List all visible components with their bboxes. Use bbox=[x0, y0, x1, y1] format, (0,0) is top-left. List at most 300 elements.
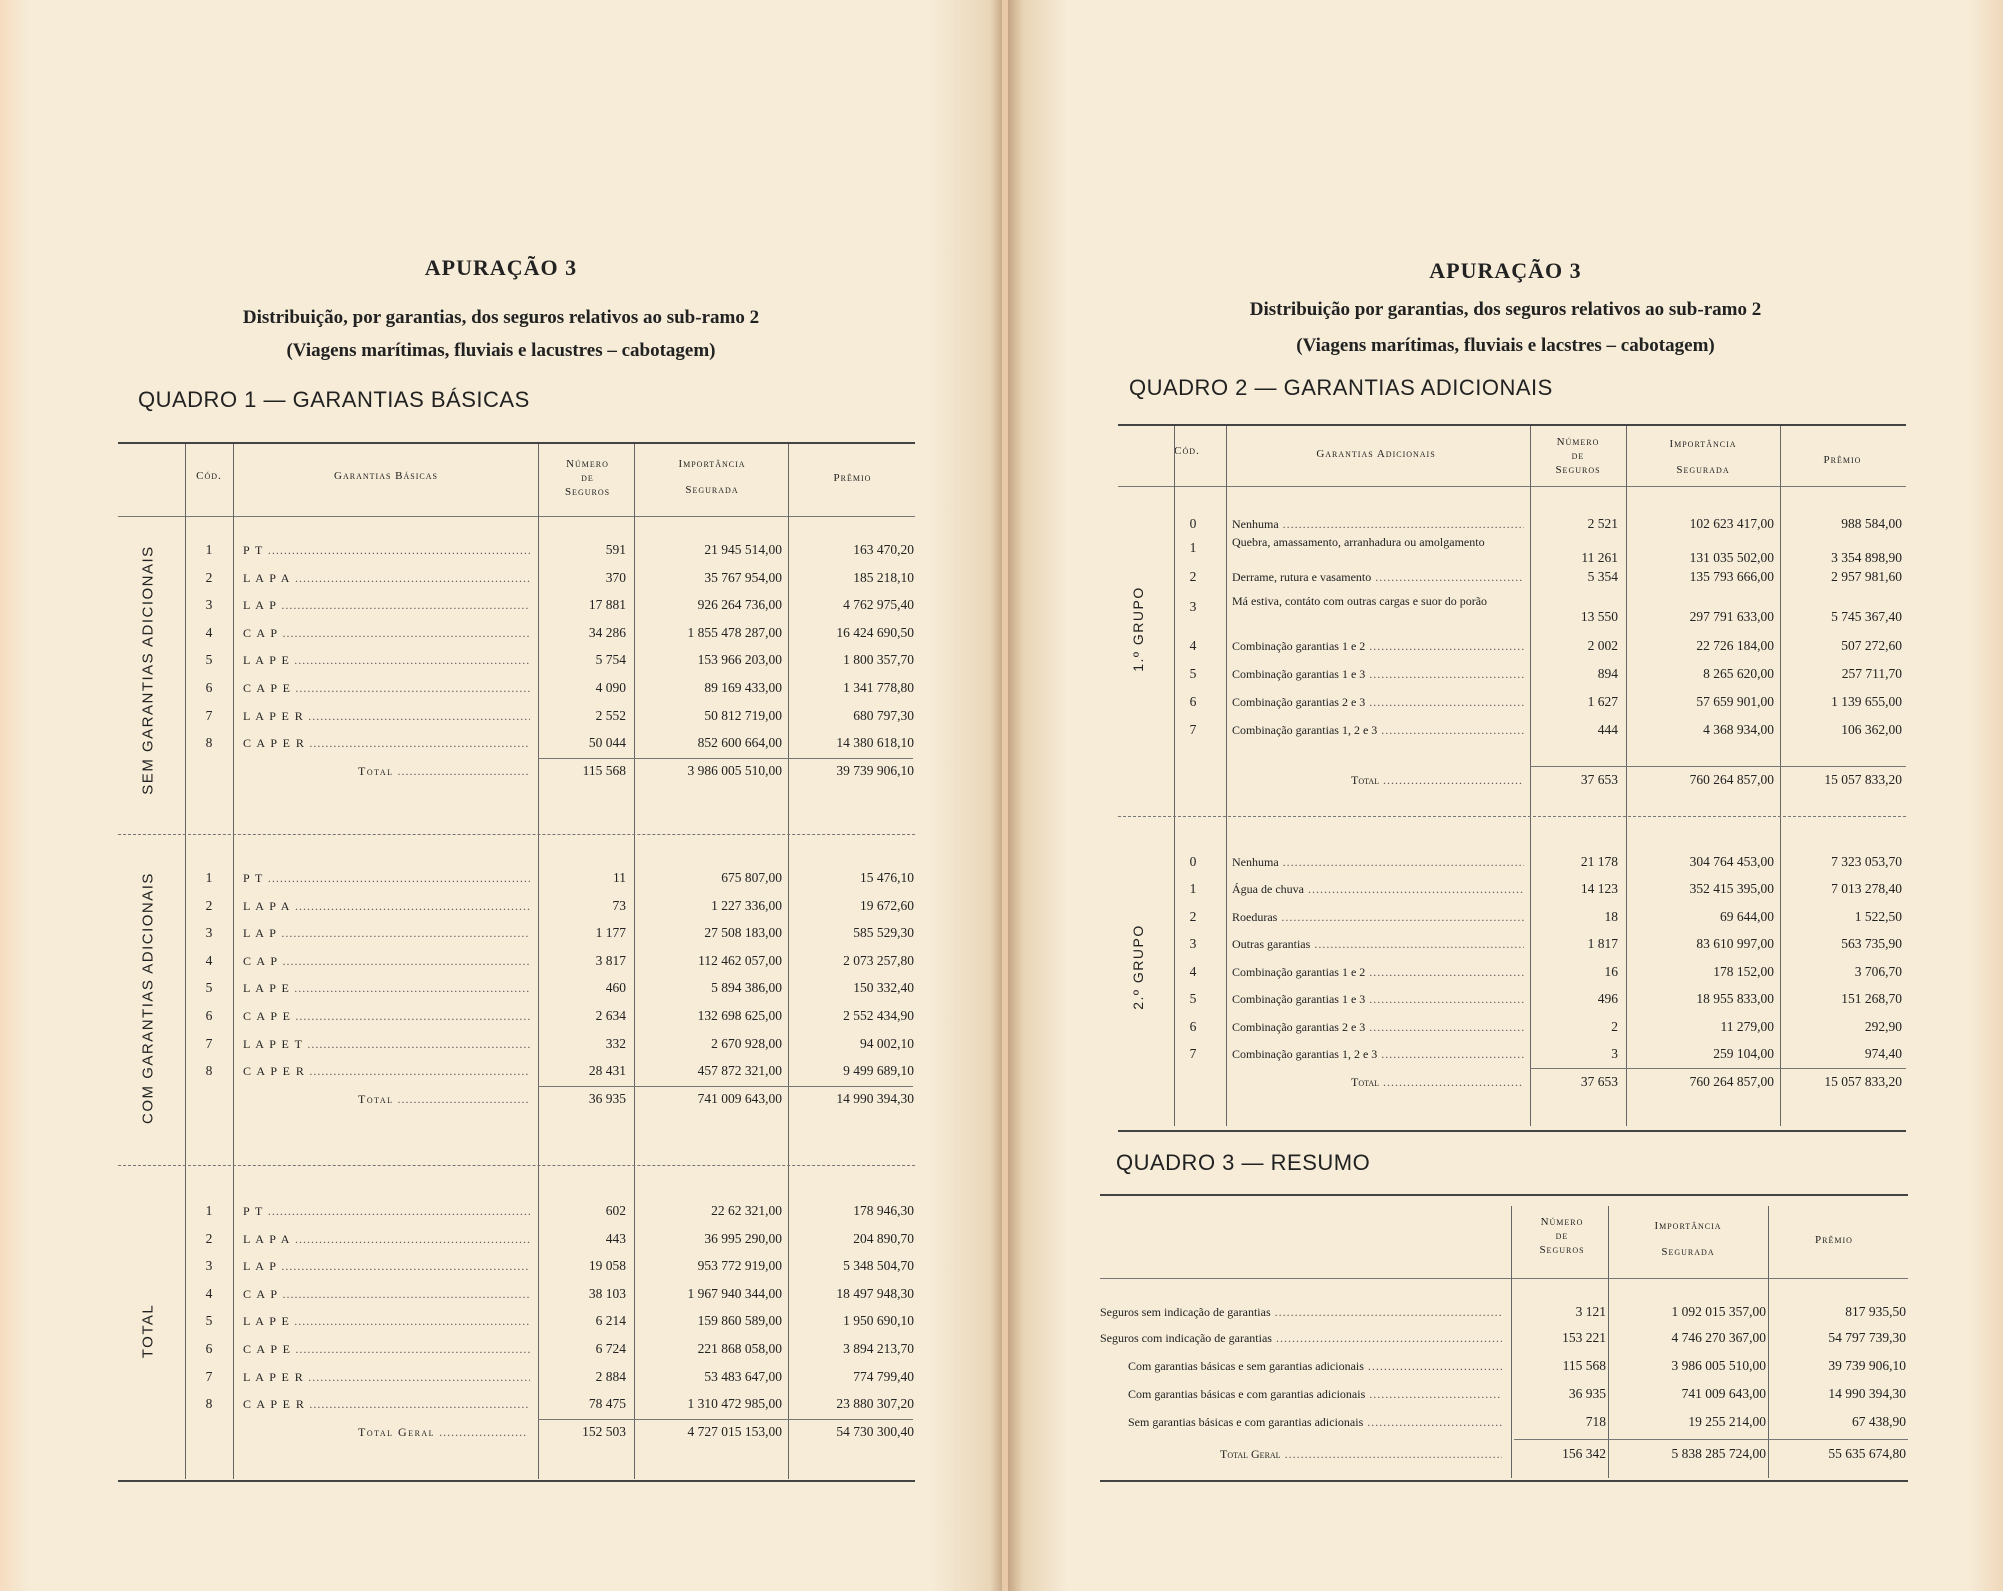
row-importancia: 21 945 514,00 bbox=[704, 542, 782, 557]
row-cod: 8 bbox=[205, 1063, 213, 1079]
row-garantia: C A P ..... bbox=[243, 951, 530, 971]
table-top-rule bbox=[1118, 424, 1906, 426]
row-premio: 3 354 898,90 bbox=[1831, 550, 1902, 565]
row-cod: 3 bbox=[205, 597, 213, 613]
row-numero: 2 002 bbox=[1587, 638, 1618, 653]
resumo-total-label: Total Geral ..... bbox=[1220, 1444, 1502, 1464]
row-garantia: C A P E ..... bbox=[243, 1339, 530, 1359]
header-cod: Cód. bbox=[196, 470, 222, 482]
row-premio: 988 584,00 bbox=[1841, 516, 1902, 531]
row-cod: 7 bbox=[205, 1368, 213, 1384]
row-cod: 4 bbox=[1189, 964, 1197, 979]
row-garantia: L A P E R ..... bbox=[243, 1367, 530, 1387]
row-cod: 7 bbox=[1189, 722, 1197, 737]
row-cod: 5 bbox=[205, 1313, 213, 1329]
row-importancia: 8 265 620,00 bbox=[1703, 666, 1774, 681]
row-premio: 9 499 689,10 bbox=[843, 1063, 914, 1079]
row-garantia: Outras garantias ..... bbox=[1232, 934, 1524, 954]
row-importancia: 83 610 997,00 bbox=[1696, 936, 1774, 951]
row-cod: 7 bbox=[205, 707, 213, 723]
row-importancia: 259 104,00 bbox=[1713, 1046, 1774, 1061]
row-cod: 1 bbox=[205, 870, 213, 885]
table-bottom-rule bbox=[1118, 1130, 1906, 1132]
row-cod: 4 bbox=[205, 624, 213, 640]
header-numero-l3: Seguros bbox=[564, 486, 611, 498]
row-cod: 0 bbox=[1189, 516, 1197, 531]
row-numero: 78 475 bbox=[588, 1396, 626, 1412]
total-importancia: 4 727 015 153,00 bbox=[687, 1423, 782, 1439]
resumo-header-importancia-l1: Importância bbox=[1654, 1220, 1722, 1232]
total-premio: 15 057 833,20 bbox=[1824, 772, 1902, 787]
row-cod: 8 bbox=[205, 1396, 213, 1412]
quadro-1-title: QUADRO 1 — GARANTIAS BÁSICAS bbox=[138, 387, 530, 412]
right-page bbox=[1008, 0, 2003, 1591]
row-garantia: Combinação garantias 1 e 3 ..... bbox=[1232, 664, 1524, 684]
resumo-total-numero: 156 342 bbox=[1562, 1446, 1606, 1461]
row-numero: 6 724 bbox=[595, 1341, 626, 1356]
header-importancia bbox=[1628, 436, 1778, 479]
row-cod: 5 bbox=[205, 980, 213, 996]
row-garantia: L A P E T ..... bbox=[243, 1034, 530, 1054]
resumo-importancia: 741 009 643,00 bbox=[1681, 1386, 1766, 1401]
subtotal-rule bbox=[1530, 766, 1906, 767]
row-importancia: 89 169 433,00 bbox=[704, 680, 782, 695]
resumo-header-importancia-l2: Segurada bbox=[1661, 1246, 1715, 1258]
row-premio: 292,90 bbox=[1864, 1019, 1902, 1034]
row-garantia: L A P E R ..... bbox=[243, 706, 530, 726]
resumo-premio: 67 438,90 bbox=[1852, 1414, 1906, 1429]
row-premio: 14 380 618,10 bbox=[836, 735, 914, 751]
header-premio: Prêmio bbox=[833, 472, 872, 484]
row-numero: 443 bbox=[605, 1230, 626, 1246]
row-numero: 894 bbox=[1597, 666, 1618, 681]
row-cod: 5 bbox=[205, 652, 213, 668]
total-importancia: 3 986 005 510,00 bbox=[687, 762, 782, 778]
header-garantias: Garantias Básicas bbox=[334, 470, 438, 482]
row-importancia: 36 995 290,00 bbox=[704, 1230, 782, 1246]
row-numero: 496 bbox=[1597, 991, 1618, 1006]
row-garantia: Quebra, amassamento, arranhadura ou amolgamento bbox=[1232, 536, 1485, 549]
row-garantia: C A P E R ..... bbox=[243, 1061, 530, 1081]
resumo-header-numero bbox=[1516, 1214, 1608, 1259]
total-importancia: 760 264 857,00 bbox=[1689, 772, 1774, 787]
page-subtitle-2: (Viagens marítimas, fluviais e lacstres – cabotagem) bbox=[1296, 335, 1715, 356]
row-importancia: 53 483 647,00 bbox=[704, 1368, 782, 1384]
row-numero: 370 bbox=[605, 569, 626, 585]
row-importancia: 102 623 417,00 bbox=[1689, 516, 1774, 531]
row-garantia: Roeduras ..... bbox=[1232, 907, 1524, 927]
row-cod: 3 bbox=[205, 925, 213, 941]
row-importancia: 852 600 664,00 bbox=[697, 735, 782, 751]
group-label: 2.º GRUPO bbox=[1130, 924, 1146, 1010]
column-rule-1 bbox=[233, 444, 234, 1479]
table-bottom-rule bbox=[118, 1480, 915, 1482]
row-garantia: Derrame, rutura e vasamento ..... bbox=[1232, 567, 1524, 587]
row-premio: 2 552 434,90 bbox=[843, 1008, 914, 1023]
row-numero: 4 090 bbox=[595, 680, 626, 695]
row-numero: 1 177 bbox=[595, 925, 626, 941]
row-premio: 680 797,30 bbox=[853, 707, 914, 723]
header-importancia-l2: Segurada bbox=[685, 484, 739, 496]
row-importancia: 112 462 057,00 bbox=[698, 952, 782, 968]
resumo-label: Seguros sem indicação de garantias ..... bbox=[1100, 1302, 1502, 1322]
row-importancia: 132 698 625,00 bbox=[697, 1008, 782, 1023]
row-importancia: 1 967 940 344,00 bbox=[687, 1285, 782, 1301]
header-rule bbox=[118, 516, 915, 517]
row-premio: 774 799,40 bbox=[853, 1368, 914, 1384]
table-top-rule bbox=[118, 442, 915, 444]
row-importancia: 4 368 934,00 bbox=[1703, 722, 1774, 737]
row-cod: 8 bbox=[205, 735, 213, 751]
row-importancia: 18 955 833,00 bbox=[1696, 991, 1774, 1006]
row-numero: 21 178 bbox=[1580, 854, 1618, 869]
row-cod: 2 bbox=[205, 897, 213, 913]
row-premio: 185 218,10 bbox=[853, 569, 914, 585]
row-premio: 150 332,40 bbox=[853, 980, 914, 996]
row-importancia: 221 868 058,00 bbox=[697, 1341, 782, 1356]
row-premio: 94 002,10 bbox=[860, 1035, 914, 1051]
row-importancia: 1 227 336,00 bbox=[711, 897, 782, 913]
row-cod: 1 bbox=[1189, 881, 1197, 896]
group-label: SEM GARANTIAS ADICIONAIS bbox=[138, 545, 156, 796]
page-title: APURAÇÃO 3 bbox=[1429, 258, 1582, 283]
resumo-premio: 54 797 739,30 bbox=[1828, 1330, 1906, 1345]
header-numero-l1: Número bbox=[566, 458, 609, 470]
row-premio: 257 711,70 bbox=[1841, 666, 1902, 681]
total-importancia: 741 009 643,00 bbox=[697, 1090, 782, 1106]
row-numero: 444 bbox=[1597, 722, 1618, 737]
row-premio: 5 745 367,40 bbox=[1831, 609, 1902, 624]
resumo-header-numero-l1: Número bbox=[1540, 1216, 1584, 1228]
row-cod: 2 bbox=[1189, 909, 1197, 924]
row-premio: 585 529,30 bbox=[853, 925, 914, 941]
row-premio: 163 470,20 bbox=[853, 542, 914, 557]
row-cod: 6 bbox=[1189, 1019, 1197, 1034]
row-numero: 1 627 bbox=[1587, 694, 1618, 709]
row-garantia: Combinação garantias 2 e 3 ..... bbox=[1232, 1017, 1524, 1037]
header-premio: Prêmio bbox=[1823, 454, 1862, 466]
row-garantia: L A P A ..... bbox=[243, 896, 530, 916]
row-cod: 4 bbox=[205, 952, 213, 968]
group-label: COM GARANTIAS ADICIONAIS bbox=[138, 872, 156, 1125]
header-rule bbox=[1118, 486, 1906, 487]
row-numero: 2 bbox=[1611, 1019, 1618, 1034]
row-premio: 3 706,70 bbox=[1854, 964, 1902, 979]
row-cod: 4 bbox=[1189, 638, 1197, 653]
row-importancia: 926 264 736,00 bbox=[697, 597, 782, 613]
row-garantia: P T ..... bbox=[243, 868, 530, 888]
row-premio: 178 946,30 bbox=[853, 1203, 914, 1218]
resumo-top-rule bbox=[1100, 1194, 1908, 1196]
resumo-total-premio: 55 635 674,80 bbox=[1828, 1446, 1906, 1461]
row-premio: 2 073 257,80 bbox=[843, 952, 914, 968]
row-importancia: 69 644,00 bbox=[1720, 909, 1774, 924]
row-garantia: Combinação garantias 1 e 2 ..... bbox=[1232, 636, 1524, 656]
row-numero: 38 103 bbox=[588, 1285, 626, 1301]
group-label: 1.º GRUPO bbox=[1130, 586, 1146, 672]
page-title: APURAÇÃO 3 bbox=[424, 255, 578, 280]
group-separator-0 bbox=[118, 834, 915, 835]
row-numero: 591 bbox=[605, 542, 626, 557]
row-cod: 4 bbox=[205, 1285, 213, 1301]
row-numero: 3 bbox=[1611, 1046, 1618, 1061]
row-premio: 18 497 948,30 bbox=[836, 1285, 914, 1301]
row-garantia: C A P ..... bbox=[243, 623, 530, 643]
header-garantias: Garantias Adicionais bbox=[1316, 448, 1436, 460]
row-importancia: 297 791 633,00 bbox=[1689, 609, 1774, 624]
row-numero: 13 550 bbox=[1580, 609, 1618, 624]
header-numero-l3: Seguros bbox=[1555, 464, 1601, 476]
page-subtitle-2: (Viagens marítimas, fluviais e lacustres – cabotagem) bbox=[286, 340, 716, 361]
row-importancia: 131 035 502,00 bbox=[1689, 550, 1774, 565]
header-numero-l1: Número bbox=[1556, 436, 1600, 448]
row-cod: 5 bbox=[1189, 991, 1197, 1006]
row-premio: 507 272,60 bbox=[1841, 638, 1902, 653]
row-numero: 28 431 bbox=[588, 1063, 626, 1079]
row-importancia: 675 807,00 bbox=[721, 870, 782, 885]
row-garantia: Nenhuma ..... bbox=[1232, 852, 1524, 872]
row-premio: 4 762 975,40 bbox=[843, 597, 914, 613]
resumo-importancia: 19 255 214,00 bbox=[1688, 1414, 1766, 1429]
row-numero: 2 552 bbox=[595, 707, 626, 723]
group-separator bbox=[1118, 816, 1906, 817]
group-separator-1 bbox=[118, 1165, 915, 1166]
row-importancia: 11 279,00 bbox=[1720, 1019, 1774, 1034]
subtotal-rule bbox=[538, 1086, 913, 1087]
row-garantia: L A P E ..... bbox=[243, 978, 530, 998]
row-numero: 5 354 bbox=[1587, 569, 1618, 584]
row-premio: 151 268,70 bbox=[1841, 991, 1902, 1006]
row-garantia: C A P E R ..... bbox=[243, 733, 530, 753]
row-numero: 1 817 bbox=[1587, 936, 1618, 951]
row-importancia: 22 62 321,00 bbox=[711, 1203, 782, 1218]
resumo-header-rule bbox=[1100, 1278, 1908, 1279]
row-garantia: Má estiva, contáto com outras cargas e suor do porão bbox=[1232, 595, 1488, 608]
header-numero-l2: de bbox=[1571, 450, 1585, 462]
resumo-importancia: 4 746 270 367,00 bbox=[1671, 1330, 1766, 1345]
row-numero: 460 bbox=[605, 980, 626, 996]
row-garantia: L A P ..... bbox=[243, 923, 530, 943]
row-premio: 5 348 504,70 bbox=[843, 1258, 914, 1274]
resumo-importancia: 3 986 005 510,00 bbox=[1671, 1358, 1766, 1373]
row-garantia: C A P E ..... bbox=[243, 678, 530, 698]
row-premio: 7 323 053,70 bbox=[1831, 854, 1902, 869]
header-importancia bbox=[636, 456, 788, 499]
row-garantia: L A P A ..... bbox=[243, 1229, 530, 1249]
row-importancia: 153 966 203,00 bbox=[697, 652, 782, 668]
resumo-column-rule-2 bbox=[1768, 1206, 1769, 1478]
row-cod: 7 bbox=[1189, 1046, 1197, 1061]
resumo-premio: 14 990 394,30 bbox=[1828, 1386, 1906, 1401]
resumo-importancia: 1 092 015 357,00 bbox=[1671, 1304, 1766, 1319]
total-premio: 54 730 300,40 bbox=[836, 1423, 914, 1439]
total-label: Total ..... bbox=[358, 1089, 528, 1109]
subtotal-rule bbox=[538, 1419, 913, 1420]
row-numero: 602 bbox=[605, 1203, 626, 1218]
row-premio: 204 890,70 bbox=[853, 1230, 914, 1246]
row-numero: 16 bbox=[1604, 964, 1618, 979]
row-numero: 2 884 bbox=[595, 1368, 626, 1384]
resumo-header-numero-l3: Seguros bbox=[1539, 1244, 1585, 1256]
row-importancia: 5 894 386,00 bbox=[711, 980, 782, 996]
row-numero: 17 881 bbox=[588, 597, 626, 613]
total-importancia: 760 264 857,00 bbox=[1689, 1074, 1774, 1089]
row-numero: 11 261 bbox=[1581, 550, 1618, 565]
header-cod: Cód. bbox=[1174, 445, 1200, 457]
resumo-header-importancia bbox=[1613, 1218, 1763, 1261]
row-garantia: Nenhuma ..... bbox=[1232, 514, 1524, 534]
resumo-label: Com garantias básicas e sem garantias adicionais ..... bbox=[1128, 1356, 1502, 1376]
row-cod: 1 bbox=[1189, 540, 1197, 555]
row-garantia: L A P ..... bbox=[243, 595, 530, 615]
row-garantia: P T ..... bbox=[243, 540, 530, 560]
row-importancia: 35 767 954,00 bbox=[704, 569, 782, 585]
resumo-total-importancia: 5 838 285 724,00 bbox=[1671, 1446, 1766, 1461]
resumo-header-premio: Prêmio bbox=[1815, 1234, 1853, 1246]
row-cod: 5 bbox=[1189, 666, 1197, 681]
row-cod: 6 bbox=[1189, 694, 1197, 709]
total-label: Total ..... bbox=[1351, 1072, 1523, 1092]
row-importancia: 27 508 183,00 bbox=[704, 925, 782, 941]
row-premio: 106 362,00 bbox=[1841, 722, 1902, 737]
row-numero: 19 058 bbox=[588, 1258, 626, 1274]
total-numero: 115 568 bbox=[582, 762, 626, 778]
row-importancia: 457 872 321,00 bbox=[697, 1063, 782, 1079]
resumo-numero: 718 bbox=[1585, 1414, 1606, 1429]
row-cod: 7 bbox=[205, 1035, 213, 1051]
resumo-bottom-rule bbox=[1100, 1480, 1908, 1482]
row-importancia: 953 772 919,00 bbox=[697, 1258, 782, 1274]
row-importancia: 1 310 472 985,00 bbox=[687, 1396, 782, 1412]
row-numero: 18 bbox=[1604, 909, 1618, 924]
row-numero: 6 214 bbox=[595, 1313, 626, 1329]
total-premio: 15 057 833,20 bbox=[1824, 1074, 1902, 1089]
total-numero: 37 653 bbox=[1580, 1074, 1618, 1089]
resumo-label: Sem garantias básicas e com garantias adicionais ..... bbox=[1128, 1412, 1502, 1432]
resumo-label: Com garantias básicas e com garantias adicionais ..... bbox=[1128, 1384, 1502, 1404]
header-numero bbox=[1532, 434, 1624, 479]
row-cod: 3 bbox=[1189, 936, 1197, 951]
row-numero: 73 bbox=[612, 897, 626, 913]
row-cod: 0 bbox=[1189, 854, 1197, 869]
column-rule-4 bbox=[1780, 426, 1781, 1126]
resumo-numero: 36 935 bbox=[1568, 1386, 1606, 1401]
row-garantia: P T ..... bbox=[243, 1201, 530, 1221]
row-importancia: 22 726 184,00 bbox=[1696, 638, 1774, 653]
row-premio: 7 013 278,40 bbox=[1831, 881, 1902, 896]
group-label: TOTAL bbox=[138, 1304, 156, 1359]
row-premio: 974,40 bbox=[1864, 1046, 1902, 1061]
column-rule-3 bbox=[1626, 426, 1627, 1126]
row-garantia: Combinação garantias 1, 2 e 3 ..... bbox=[1232, 1044, 1524, 1064]
row-importancia: 178 152,00 bbox=[1713, 964, 1774, 979]
resumo-numero: 115 568 bbox=[1562, 1358, 1606, 1373]
page-subtitle: Distribuição por garantias, dos seguros relativos ao sub-ramo 2 bbox=[1249, 299, 1762, 320]
row-importancia: 57 659 901,00 bbox=[1696, 694, 1774, 709]
row-importancia: 1 855 478 287,00 bbox=[687, 624, 782, 640]
total-numero: 37 653 bbox=[1580, 772, 1618, 787]
row-premio: 3 894 213,70 bbox=[843, 1341, 914, 1356]
row-cod: 1 bbox=[205, 542, 213, 557]
total-label: Total ..... bbox=[358, 761, 528, 781]
resumo-premio: 817 935,50 bbox=[1845, 1304, 1906, 1319]
row-cod: 6 bbox=[205, 680, 213, 695]
row-numero: 2 521 bbox=[1587, 516, 1618, 531]
resumo-numero: 3 121 bbox=[1575, 1304, 1606, 1319]
resumo-numero: 153 221 bbox=[1562, 1330, 1606, 1345]
row-garantia: L A P ..... bbox=[243, 1256, 530, 1276]
total-numero: 152 503 bbox=[582, 1423, 626, 1439]
row-cod: 2 bbox=[1189, 569, 1197, 584]
row-premio: 16 424 690,50 bbox=[836, 624, 914, 640]
row-premio: 23 880 307,20 bbox=[836, 1396, 914, 1412]
row-cod: 2 bbox=[205, 1230, 213, 1246]
page-subtitle: Distribuição, por garantias, dos seguros relativos ao sub-ramo 2 bbox=[242, 307, 760, 328]
row-cod: 6 bbox=[205, 1341, 213, 1356]
quadro-3-title: QUADRO 3 — RESUMO bbox=[1116, 1150, 1371, 1175]
row-garantia: C A P E R ..... bbox=[243, 1394, 530, 1414]
resumo-label: Seguros com indicação de garantias ..... bbox=[1100, 1328, 1502, 1348]
row-garantia: L A P E ..... bbox=[243, 1311, 530, 1331]
garantias-adicionais-table bbox=[1008, 0, 2003, 1591]
row-garantia: C A P ..... bbox=[243, 1284, 530, 1304]
row-premio: 19 672,60 bbox=[860, 897, 914, 913]
row-garantia: Combinação garantias 1, 2 e 3 ..... bbox=[1232, 720, 1524, 740]
column-rule-3 bbox=[634, 444, 635, 1479]
column-rule-2 bbox=[538, 444, 539, 1479]
row-garantia: Combinação garantias 2 e 3 ..... bbox=[1232, 692, 1524, 712]
header-importancia-l1: Importância bbox=[678, 458, 746, 470]
total-premio: 14 990 394,30 bbox=[836, 1090, 914, 1106]
row-numero: 34 286 bbox=[588, 624, 626, 640]
row-cod: 2 bbox=[205, 569, 213, 585]
total-label: Total ..... bbox=[1351, 770, 1523, 790]
subtotal-rule bbox=[1530, 1068, 1906, 1069]
row-importancia: 50 812 719,00 bbox=[704, 707, 782, 723]
row-premio: 563 735,90 bbox=[1841, 936, 1902, 951]
row-premio: 1 800 357,70 bbox=[843, 652, 914, 668]
row-premio: 2 957 981,60 bbox=[1831, 569, 1902, 584]
row-garantia: L A P A ..... bbox=[243, 568, 530, 588]
row-garantia: Combinação garantias 1 e 2 ..... bbox=[1232, 962, 1524, 982]
row-premio: 1 950 690,10 bbox=[843, 1313, 914, 1329]
row-premio: 15 476,10 bbox=[860, 870, 914, 885]
row-numero: 14 123 bbox=[1580, 881, 1618, 896]
header-numero-l2: de bbox=[581, 472, 594, 484]
row-importancia: 135 793 666,00 bbox=[1689, 569, 1774, 584]
header-importancia-l2: Segurada bbox=[1676, 464, 1730, 476]
total-premio: 39 739 906,10 bbox=[836, 762, 914, 778]
total-numero: 36 935 bbox=[588, 1090, 626, 1106]
header-numero bbox=[540, 456, 635, 501]
row-numero: 5 754 bbox=[595, 652, 626, 668]
resumo-total-rule bbox=[1514, 1439, 1908, 1440]
row-numero: 2 634 bbox=[595, 1008, 626, 1023]
subtotal-rule bbox=[538, 758, 913, 759]
resumo-header-numero-l2: de bbox=[1555, 1230, 1569, 1242]
row-cod: 1 bbox=[205, 1203, 213, 1218]
column-rule-4 bbox=[788, 444, 789, 1479]
row-premio: 1 522,50 bbox=[1854, 909, 1902, 924]
resumo-column-rule-0 bbox=[1511, 1206, 1512, 1478]
row-numero: 11 bbox=[613, 870, 626, 885]
row-importancia: 159 860 589,00 bbox=[697, 1313, 782, 1329]
row-premio: 1 139 655,00 bbox=[1831, 694, 1902, 709]
row-cod: 3 bbox=[1189, 599, 1197, 614]
row-numero: 50 044 bbox=[588, 735, 626, 751]
row-garantia: Água de chuva ..... bbox=[1232, 879, 1524, 899]
row-garantia: Combinação garantias 1 e 3 ..... bbox=[1232, 989, 1524, 1009]
